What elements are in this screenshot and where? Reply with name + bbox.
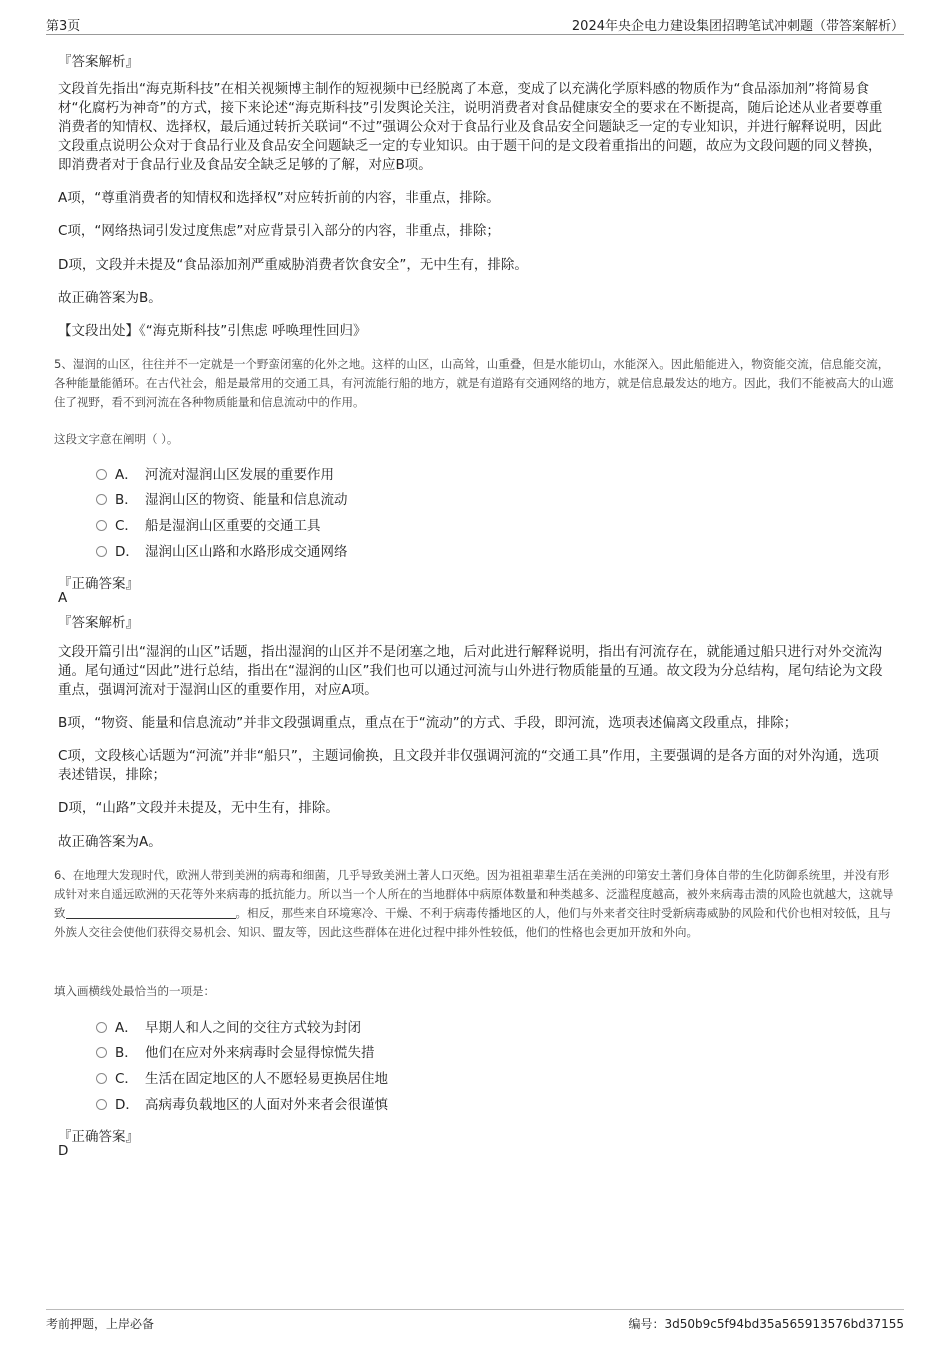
radio-icon[interactable] [96,546,107,557]
document-id: 编号：3d50b9c5f94bd35a565913576bd37155 [628,1317,904,1331]
analysis-paragraph: D项，文段并未提及“食品添加剂严重威胁消费者饮食安全”，无中生有，排除。 [58,257,528,273]
correct-answer: D [58,1143,69,1159]
radio-icon[interactable] [96,1099,107,1110]
option-b[interactable]: B． 湿润山区的物资、能量和信息流动 [96,489,348,511]
analysis-conclusion: 故正确答案为A。 [58,834,162,850]
radio-icon[interactable] [96,1047,107,1058]
option-c[interactable]: C． 生活在固定地区的人不愿轻易更换居住地 [96,1068,388,1090]
analysis-conclusion: 故正确答案为B。 [58,290,162,306]
radio-icon[interactable] [96,1073,107,1084]
option-a[interactable]: A． 河流对湿润山区发展的重要作用 [96,464,334,486]
analysis-paragraph: A项，“尊重消费者的知情权和选择权”对应转折前的内容，非重点，排除。 [58,190,500,206]
option-d[interactable]: D． 高病毒负载地区的人面对外来者会很谨慎 [96,1094,388,1116]
question-5-text: 5、湿润的山区，往往并不一定就是一个野蛮闭塞的化外之地。这样的山区，山高耸，山重叠，但是水能切山，水能深入。因此船能进入，物资能交流，信息能交流，各种能量能循环。在古代社会，船是最常用的交通工具，有河流能行船的地方，就是有道路有交通网络的地方，就是信息最发达的地方。因此，我们不能被高大的山遮住了视野，看不到河流在各种物质能量和信息流动中的作用。 [54,357,894,409]
analysis-paragraph: 文段首先指出“海克斯科技”在相关视频博主制作的短视频中已经脱离了本意，变成了以充满化学原料感的物质作为“食品添加剂”将简易食材“化腐朽为神奇”的方式，接下来论述“海克斯科技”引发舆论关注，说明消费者对食品健康安全的要求在不断提高，随后论述从业者要尊重消费者的知情权、选择权，最后通过转折关联词“不过”强调公众对于食品行业及食品安全问题缺乏一定的专业知识，并进行解释说明，因此文段重点说明公众对于食品行业及食品安全问题缺乏一定的专业知识。由于题干问的是文段着重指出的问题，故应为文段问题的同义替换，即消费者对于食品行业及食品安全缺乏足够的了解，对应B项。 [58,81,883,173]
option-a[interactable]: A． 早期人和人之间的交往方式较为封闭 [96,1017,361,1039]
analysis-paragraph: C项，文段核心话题为“河流”并非“船只”，主题词偷换，且文段并非仅强调河流的“交通工具”作用，主要强调的是各方面的对外沟通，选项表述错误，排除； [58,748,879,783]
radio-icon[interactable] [96,520,107,531]
document-title: 2024年央企电力建设集团招聘笔试冲刺题（带答案解析） [571,19,904,34]
analysis-paragraph: B项，“物资、能量和信息流动”并非文段强调重点，重点在于“流动”的方式、手段，即河流，选项表述偏离文段重点，排除； [58,715,798,731]
analysis-label: 『答案解析』 [58,54,139,70]
question-6-text: 6、在地理大发现时代，欧洲人带到美洲的病毒和细菌，几乎导致美洲土著人口灭绝。因为祖祖辈辈生活在美洲的印第安土著们身体自带的生化防御系统里，并没有形成针对来自遥远欧洲的天花等外来病毒的抵抗能力。所以当一个人所在的当地群体中病原体数量和种类越多、泛滥程度越高，被外来病毒击溃的风险也就越大，这就导致 。相反，那些来自环境寒冷、干燥、不利于病毒传播地区的人，他们与外来者交往时受新病毒威胁的风险和代价也相对较低，且与外族人交往会使他们获得交易机会、知识、盟友等，因此这些群体在进化过程中排外性较低，他们的性格也会更加开放和外向。 [54,868,894,939]
analysis-paragraph: 文段开篇引出“湿润的山区”话题，指出湿润的山区并不是闭塞之地，后对此进行解释说明，指出有河流存在，就能通过船只进行对外交流沟通。尾句通过“因此”进行总结，指出在“湿润的山区”我们也可以通过河流与山外进行物质能量的互通。故文段为分总结构，尾句结论为文段重点，强调河流对于湿润山区的重要作用，对应A项。 [58,644,883,698]
page-number: 第3页 [46,19,81,34]
option-b[interactable]: B． 他们在应对外来病毒时会显得惊慌失措 [96,1042,375,1064]
radio-icon[interactable] [96,494,107,505]
radio-icon[interactable] [96,1022,107,1033]
correct-answer-label: 『正确答案』 [58,1129,139,1145]
correct-answer: A [58,590,68,606]
analysis-paragraph: C项，“网络热词引发过度焦虑”对应背景引入部分的内容，非重点，排除； [58,223,500,239]
question-6-prompt: 填入画横线处最恰当的一项是： [54,984,215,998]
fill-in-blank [66,905,236,919]
option-c[interactable]: C． 船是湿润山区重要的交通工具 [96,515,321,537]
correct-answer-label: 『正确答案』 [58,576,139,592]
radio-icon[interactable] [96,469,107,480]
footer-slogan: 考前押题，上岸必备 [46,1317,155,1331]
analysis-label: 『答案解析』 [58,615,139,631]
question-5-prompt: 这段文字意在阐明（ ）。 [54,432,179,446]
analysis-paragraph: D项，“山路”文段并未提及，无中生有，排除。 [58,800,339,816]
option-d[interactable]: D． 湿润山区山路和水路形成交通网络 [96,541,348,563]
page-header [46,14,904,35]
page-footer [46,1309,904,1332]
source-citation: 【文段出处】《“海克斯科技”引焦虑 呼唤理性回归》 [58,323,367,339]
